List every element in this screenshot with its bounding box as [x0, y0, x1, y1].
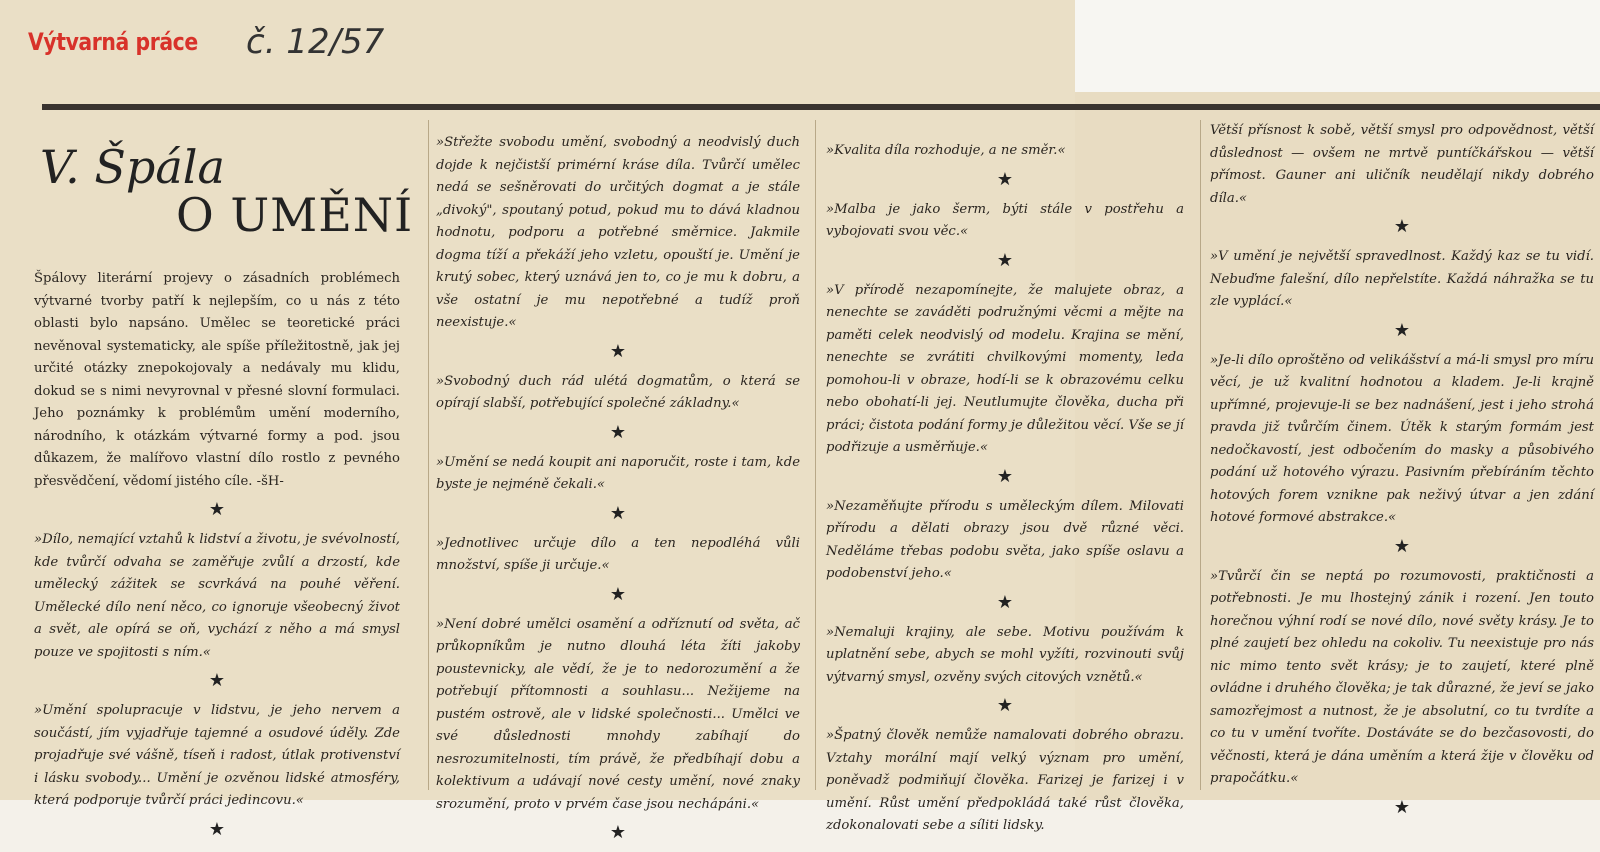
star-separator-icon: ★ [996, 168, 1014, 190]
quote-paragraph: »Jednotlivec určuje dílo a ten nepodléhá vůli množství, spíše ji určuje.« [436, 535, 800, 573]
intro-paragraph: Špálovy literární projevy o zásadních problémech výtvarné tvorby patří k nejlepším, co u nás z této oblasti bylo napsáno. Umělec se teoretické práci nevěnoval systematicky, ale spíše příležitostně, jak jej určité otázky znepokojovaly a nedávaly mu klidu, dokud se s nimi nevyrovnal v přesné slovní formulaci. Jeho poznámky k problémům umění moderního, národního, k otázkám výtvarné formy a pod. jsou důkazem, že malířovo vlastní dílo rostlo z pevného přesvědčení, vědomí jistého cíle. -šH- [34, 271, 400, 489]
quote-paragraph: »Kvalita díla rozhoduje, a ne směr.« [826, 143, 1066, 158]
quote-paragraph: »Svobodný duch rád ulétá dogmatům, o která se opírají slabší, potřebující společné základny.« [436, 373, 800, 411]
quote-paragraph: »Umění spolupracuje v lidstvu, je jeho nervem a součástí, jím vyjadřuje tajemné a osudové úděly. Zde projadřuje své vášně, tíseň i radost, útlak protivenství i lásku svobody... Umění je ozvěnou lidské atmosféry, která podporuje tvůrčí práci jedincovu.« [34, 703, 400, 808]
quote-paragraph: »Je-li dílo oproštěno od velikášství a má-li smysl pro míru věcí, je už kvalitní hodnotou a kladem. Je-li krajně upřímné, projevuje-li se bez nadnášení, jest i jeho strohá pravda již tvůrčím činem. Útěk k starým formám jest nedočkavostí, jest odbočením do masky a působivého podání už hotového výrazu. Pasivním přebíráním těchto hotových forem vznikne pak neživý útvar a jen zdání hotové formové abstrakce.« [1210, 352, 1594, 525]
quote-paragraph: »Střežte svobodu umění, svobodný a neodvislý duch dojde k nejčistší primérní kráse díla. Tvůrčí umělec nedá se sešněrovati do určitých dogmat a je stále „divoký", spoutaný potud, pokud mu to dává kladnou hodnotu, podporu a potřebné směrnice. Jakmile dogma tíží a překáží jeho vzletu, opouští je. Umění je krutý sobec, který uznává jen to, co je mu k dobru, a vše ostatní je mu nepotřebné a tudíž proň neexistuje.« [436, 135, 800, 330]
background-right [1075, 0, 1600, 100]
star-separator-icon: ★ [208, 499, 226, 520]
quote-paragraph: »V umění je největší spravedlnost. Každý kaz se tu vidí. Nebuďme falešní, dílo nepřelstíte. Každá náhražka se tu zle vyplácí.« [1210, 249, 1594, 309]
star-separator-icon: ★ [208, 670, 226, 691]
star-separator-icon: ★ [1393, 796, 1411, 818]
star-separator-icon: ★ [609, 822, 627, 843]
article-title-author: V. Špála [40, 140, 225, 194]
article-column-4 [1210, 120, 1594, 827]
star-separator-icon: ★ [996, 249, 1014, 271]
handwritten-issue-note: č. 12/57 [246, 22, 385, 62]
quote-paragraph: »Špatný člověk nemůže namalovati dobrého obrazu. Vztahy morální mají velký význam pro umění, poněvadž podmiňují člověka. Farizej je farizej i v umění. Růst umění předpokládá také růst člověka, zdokonalovati sebe a síliti lidsky. [826, 728, 1184, 833]
star-separator-icon: ★ [1393, 216, 1411, 237]
star-separator-icon: ★ [1393, 535, 1411, 557]
star-separator-icon: ★ [1393, 319, 1411, 341]
quote-paragraph: »Dílo, nemající vztahů k lidství a životu, je svévolností, kde tvůrčí odvaha se zaměřuje zvůlí a drzostí, kde umělecký zážitek se scvrkává na pouhé věření. Umělecké dílo není něco, co ignoruje všeobecný život a svět, ale opírá se oň, vychází z něho a má smysl pouze ve spojitosti s ním.« [34, 532, 400, 660]
star-separator-icon: ★ [609, 583, 627, 605]
header-rule [42, 104, 1600, 110]
publication-stamp: Výtvarná práce [28, 28, 198, 56]
article-title-topic: O UMĚNÍ [176, 188, 414, 242]
quote-paragraph: Větší přísnost k sobě, větší smysl pro odpovědnost, větší důslednost — ovšem ne mrtvě puntíčkářskou — větší přímost. Gauner ani uličník neudělají nikdy dobrého díla.« [1210, 123, 1594, 206]
article-column-2 [436, 132, 800, 852]
quote-paragraph: »Malba je jako šerm, býti stále v postřehu a vybojovati svou věc.« [826, 201, 1184, 239]
star-separator-icon: ★ [208, 818, 226, 840]
star-separator-icon: ★ [609, 340, 627, 362]
quote-paragraph: »Tvůrčí čin se neptá po rozumovosti, praktičnosti a potřebnosti. Je mu lhostejný zánik i rození. Jen touto horečnou výhní rodí se nové dílo, nové světy krásy. Je to plné zaujetí bez ohledu na cokoliv. Tu neexistuje pro nás nic mimo tento svět krásy; je to zaujetí, které plně ovládne i druhého člověka; je tak důrazné, že jeví se jako samozřejmost a nutnost, že je absolutní, co tu tvrdíte a co tu v umění tvoříte. Dostáváte se do bezčasovosti, do věčnosti, která je dána uměním a která žije v člověku od prapočátku.« [1210, 568, 1594, 786]
quote-paragraph: »Nemaluji krajiny, ale sebe. Motivu používám k uplatnění sebe, abych se mohl vyžíti, rozvinouti svůj výtvarný smysl, ozvěny svých citových vznětů.« [826, 624, 1184, 685]
quote-paragraph: »Není dobré umělci osamění a odříznutí od světa, ač průkopníkům je nutno dlouhá léta žíti jakoby poustevnicky, ale vědí, že je to nedorozumění a že potřebují přítomnosti a souhlasu... Nežijeme na pustém ostrově, ale v lidské společnosti... Umělci ve své důslednosti mnohdy zabíhají do nesrozumitelnosti, tím právě, že předbíhají dobu a kolektivum a udávají nové cesty umění, nové znaky srozumění, proto v prvém čase jsou nechápáni.« [436, 616, 800, 812]
quote-paragraph: »Umění se nedá koupit ani naporučit, roste i tam, kde byste je nejméně čekali.« [436, 454, 800, 492]
star-separator-icon: ★ [996, 591, 1014, 613]
star-separator-icon: ★ [996, 695, 1014, 716]
column-separator [815, 120, 816, 790]
star-separator-icon: ★ [996, 465, 1014, 487]
column-separator [428, 120, 429, 790]
article-column-1 [34, 268, 400, 849]
star-separator-icon: ★ [609, 502, 627, 524]
star-separator-icon: ★ [609, 421, 627, 443]
quote-paragraph: »Nezaměňujte přírodu s uměleckým dílem. Milovati přírodu a dělati obrazy jsou dvě různé věci. Neděláme třebas podobu světa, jako spíše oslavu a podobenství jeho.« [826, 498, 1184, 581]
article-column-3 [826, 140, 1184, 844]
quote-paragraph: »V přírodě nezapomínejte, že malujete obraz, a nenechte se zaváděti podružnými věcmi a mějte na paměti celek neodvislý od modelu. Krajina se mění, nenechte se zvrátiti chvilkovými momenty, leda pomohou-li v obraze, hodí-li se k obrazovému celku nebo obohatí-li jej. Neutlumujte člověka, ducha při práci; čistota podání formy je důležitou věcí. Vše se jí podřizuje a usměrňuje.« [826, 282, 1184, 455]
column-separator [1200, 120, 1201, 790]
